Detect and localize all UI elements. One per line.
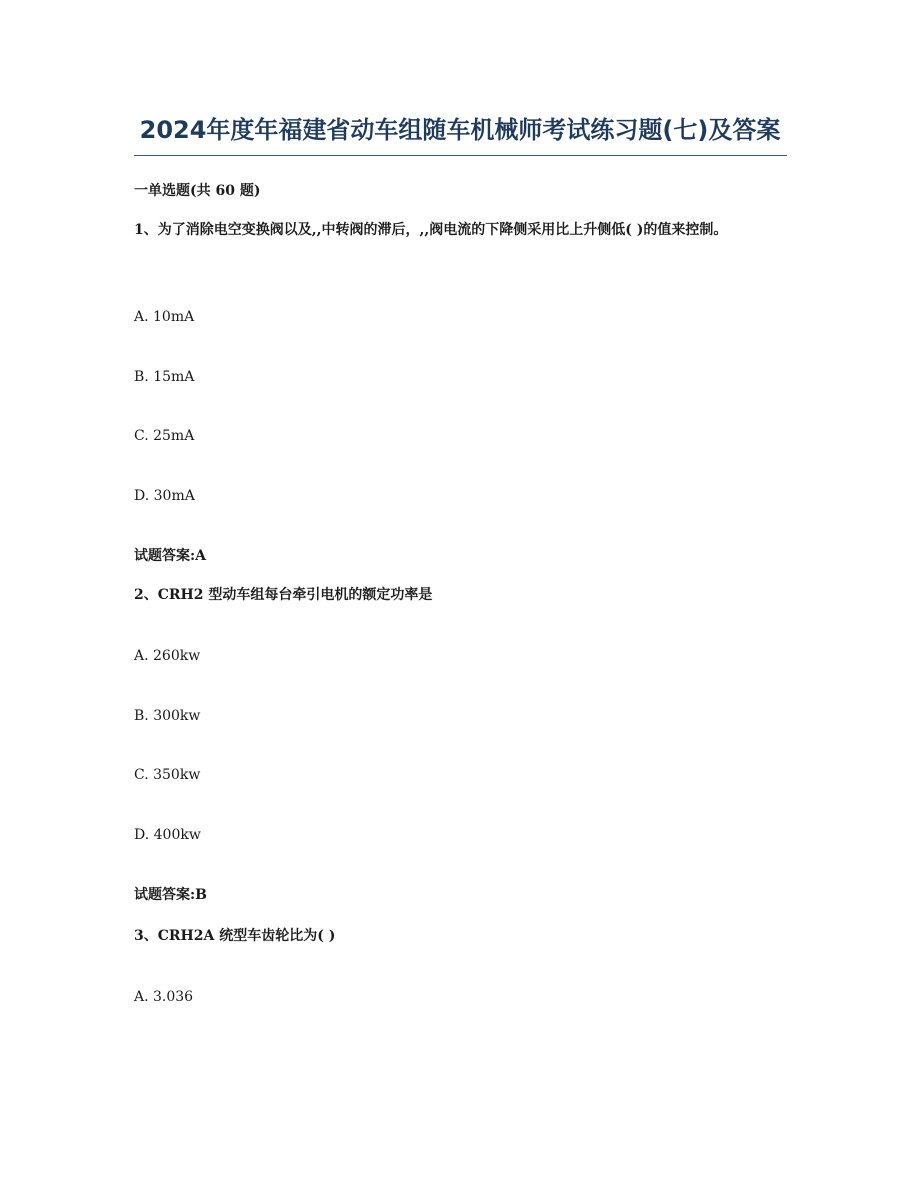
question-2-option-b: B. 300kw [134,708,201,724]
question-2-text: 2、CRH2 型动车组每台牵引电机的额定功率是 [134,587,433,603]
document-title: 2024年度年福建省动车组随车机械师考试练习题(七)及答案 [139,116,781,144]
question-3-option-a: A. 3.036 [134,989,194,1005]
question-2-option-a: A. 260kw [134,648,201,664]
question-1-option-d: D. 30mA [134,488,195,504]
question-2-option-d: D. 400kw [134,827,201,843]
section-heading: 一单选题(共 60 题) [134,183,261,199]
question-1-answer: 试题答案:A [134,548,207,564]
question-3-text: 3、CRH2A 统型车齿轮比为( ) [134,928,336,944]
title-divider [134,155,787,156]
question-2-option-c: C. 350kw [134,767,201,783]
question-2-answer: 试题答案:B [134,887,208,903]
question-1-option-a: A. 10mA [134,309,195,325]
question-1-option-c: C. 25mA [134,428,195,444]
question-1-text: 1、为了消除电空变换阀以及,,中转阀的滞后，,,阀电流的下降侧采用比上升侧低( )的值来控制。 [134,222,728,238]
question-1-option-b: B. 15mA [134,369,195,385]
